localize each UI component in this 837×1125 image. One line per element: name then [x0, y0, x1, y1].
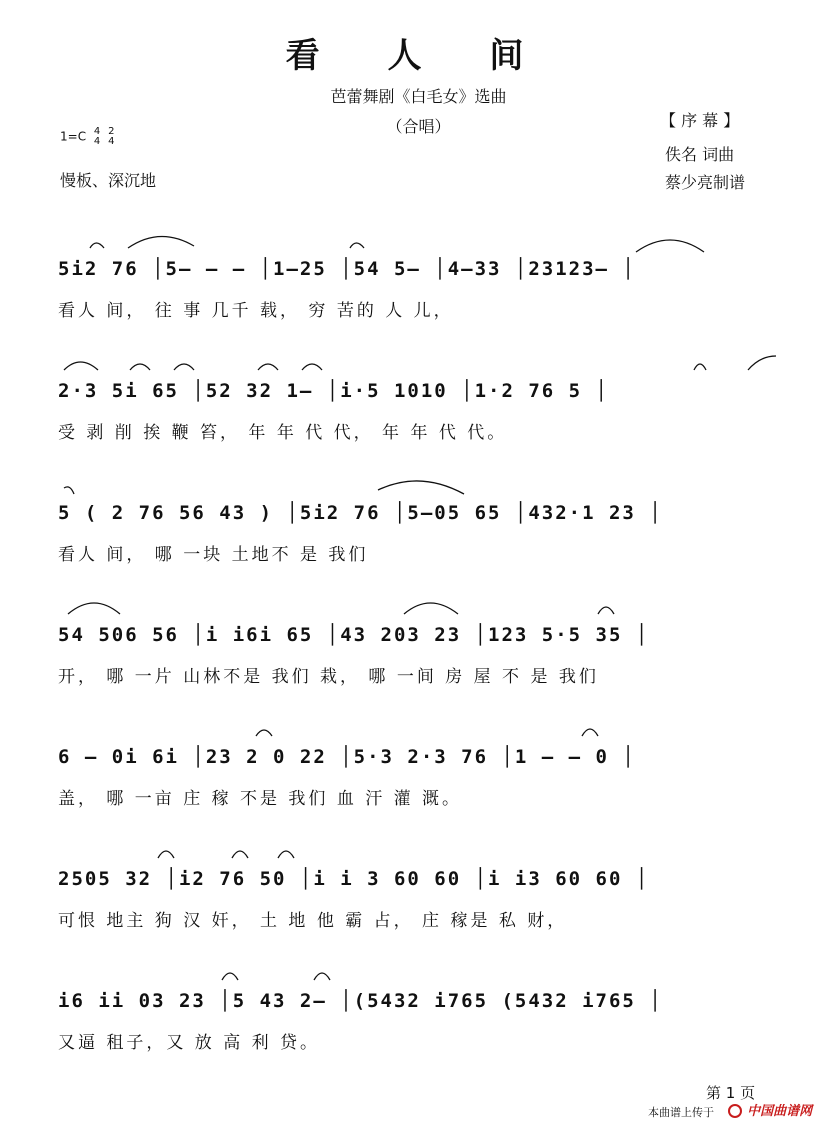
slur	[64, 487, 74, 494]
slur	[222, 973, 238, 980]
credit-score: 蔡少亮制谱	[665, 173, 746, 192]
slur	[302, 364, 322, 370]
credit-lyrics: 佚名 词曲	[665, 145, 735, 164]
slur	[694, 364, 706, 370]
slur	[64, 362, 98, 370]
slur	[636, 240, 704, 252]
section-label: 【 序 幕 】	[660, 111, 740, 130]
slur	[314, 973, 330, 980]
lyrics-line-2: 受 剥 削 挨 鞭 笞， 年 年 代 代， 年 年 代 代。	[58, 423, 508, 443]
slur	[232, 851, 248, 858]
tempo-marking: 慢板、深沉地	[60, 171, 157, 190]
page-number: 第 1 页	[706, 1084, 756, 1102]
slur	[598, 607, 614, 614]
upload-note: 本曲谱上传于	[648, 1106, 714, 1119]
slur	[90, 243, 104, 248]
lyrics-line-1: 看人 间， 往 事 几千 载， 穷 苦的 人 儿，	[58, 301, 454, 321]
lyrics-line-6: 可恨 地主 狗 汉 奸， 土 地 他 霸 占， 庄 稼是 私 财，	[58, 911, 568, 931]
slur	[748, 356, 776, 370]
notation-line-6: 2505 32 │i2 76 50 │i i 3 60 60 │i i3 60 60 │	[58, 868, 650, 890]
notation-line-5: 6 – 0i 6i │23 2 0 22 │5·3 2·3 76 │1 – – 0 │	[58, 746, 636, 768]
slur	[158, 851, 174, 858]
notation-line-7: i6 ii 03 23 │5 43 2– │(5432 i765 (5432 i765 │	[58, 990, 663, 1012]
notation-line-2: 2·3 5i 65 │52 32 1– │i·5 1010 │1·2 76 5 │	[58, 380, 609, 402]
slur	[378, 481, 464, 494]
key-label: 1=C	[60, 129, 87, 144]
logo-icon	[728, 1104, 742, 1118]
lyrics-line-4: 开， 哪 一片 山林不是 我们 栽， 哪 一间 房 屋 不 是 我们	[58, 667, 599, 687]
slur	[258, 364, 278, 370]
slur	[128, 236, 194, 248]
time-signature-1: 4 4	[93, 126, 101, 147]
notation-line-3: 5 ( 2 76 56 43 ) │5i2 76 │5–05 65 │432·1 23 │	[58, 502, 663, 524]
slur	[68, 603, 120, 614]
slur	[278, 851, 294, 858]
slur	[256, 730, 272, 736]
slur	[404, 603, 458, 614]
lyrics-line-5: 盖， 哪 一亩 庄 稼 不是 我们 血 汗 灌 溉。	[58, 789, 463, 809]
lyrics-line-3: 看人 间， 哪 一块 土地不 是 我们	[58, 545, 369, 565]
slur	[350, 243, 364, 248]
song-title: 看 人 间	[285, 36, 552, 76]
slur	[130, 364, 150, 370]
notation-line-1: 5i2 76 │5– – – │1–25 │54 5– │4–33 │23123– │	[58, 258, 636, 280]
time-signature-2: 2 4	[108, 126, 115, 147]
slur	[582, 729, 598, 736]
lyrics-line-7: 又逼 租子，又 放 高 利 贷。	[58, 1033, 321, 1053]
site-logo	[728, 1100, 812, 1119]
slur	[174, 364, 194, 370]
subtitle: 芭蕾舞剧《白毛女》选曲	[330, 87, 507, 106]
site-brand: 中国曲谱网	[747, 1104, 813, 1119]
performance-note: （合唱）	[386, 117, 451, 136]
notation-line-4: 54 506 56 │i i6i 65 │43 203 23 │123 5·5 35 │	[58, 624, 650, 646]
